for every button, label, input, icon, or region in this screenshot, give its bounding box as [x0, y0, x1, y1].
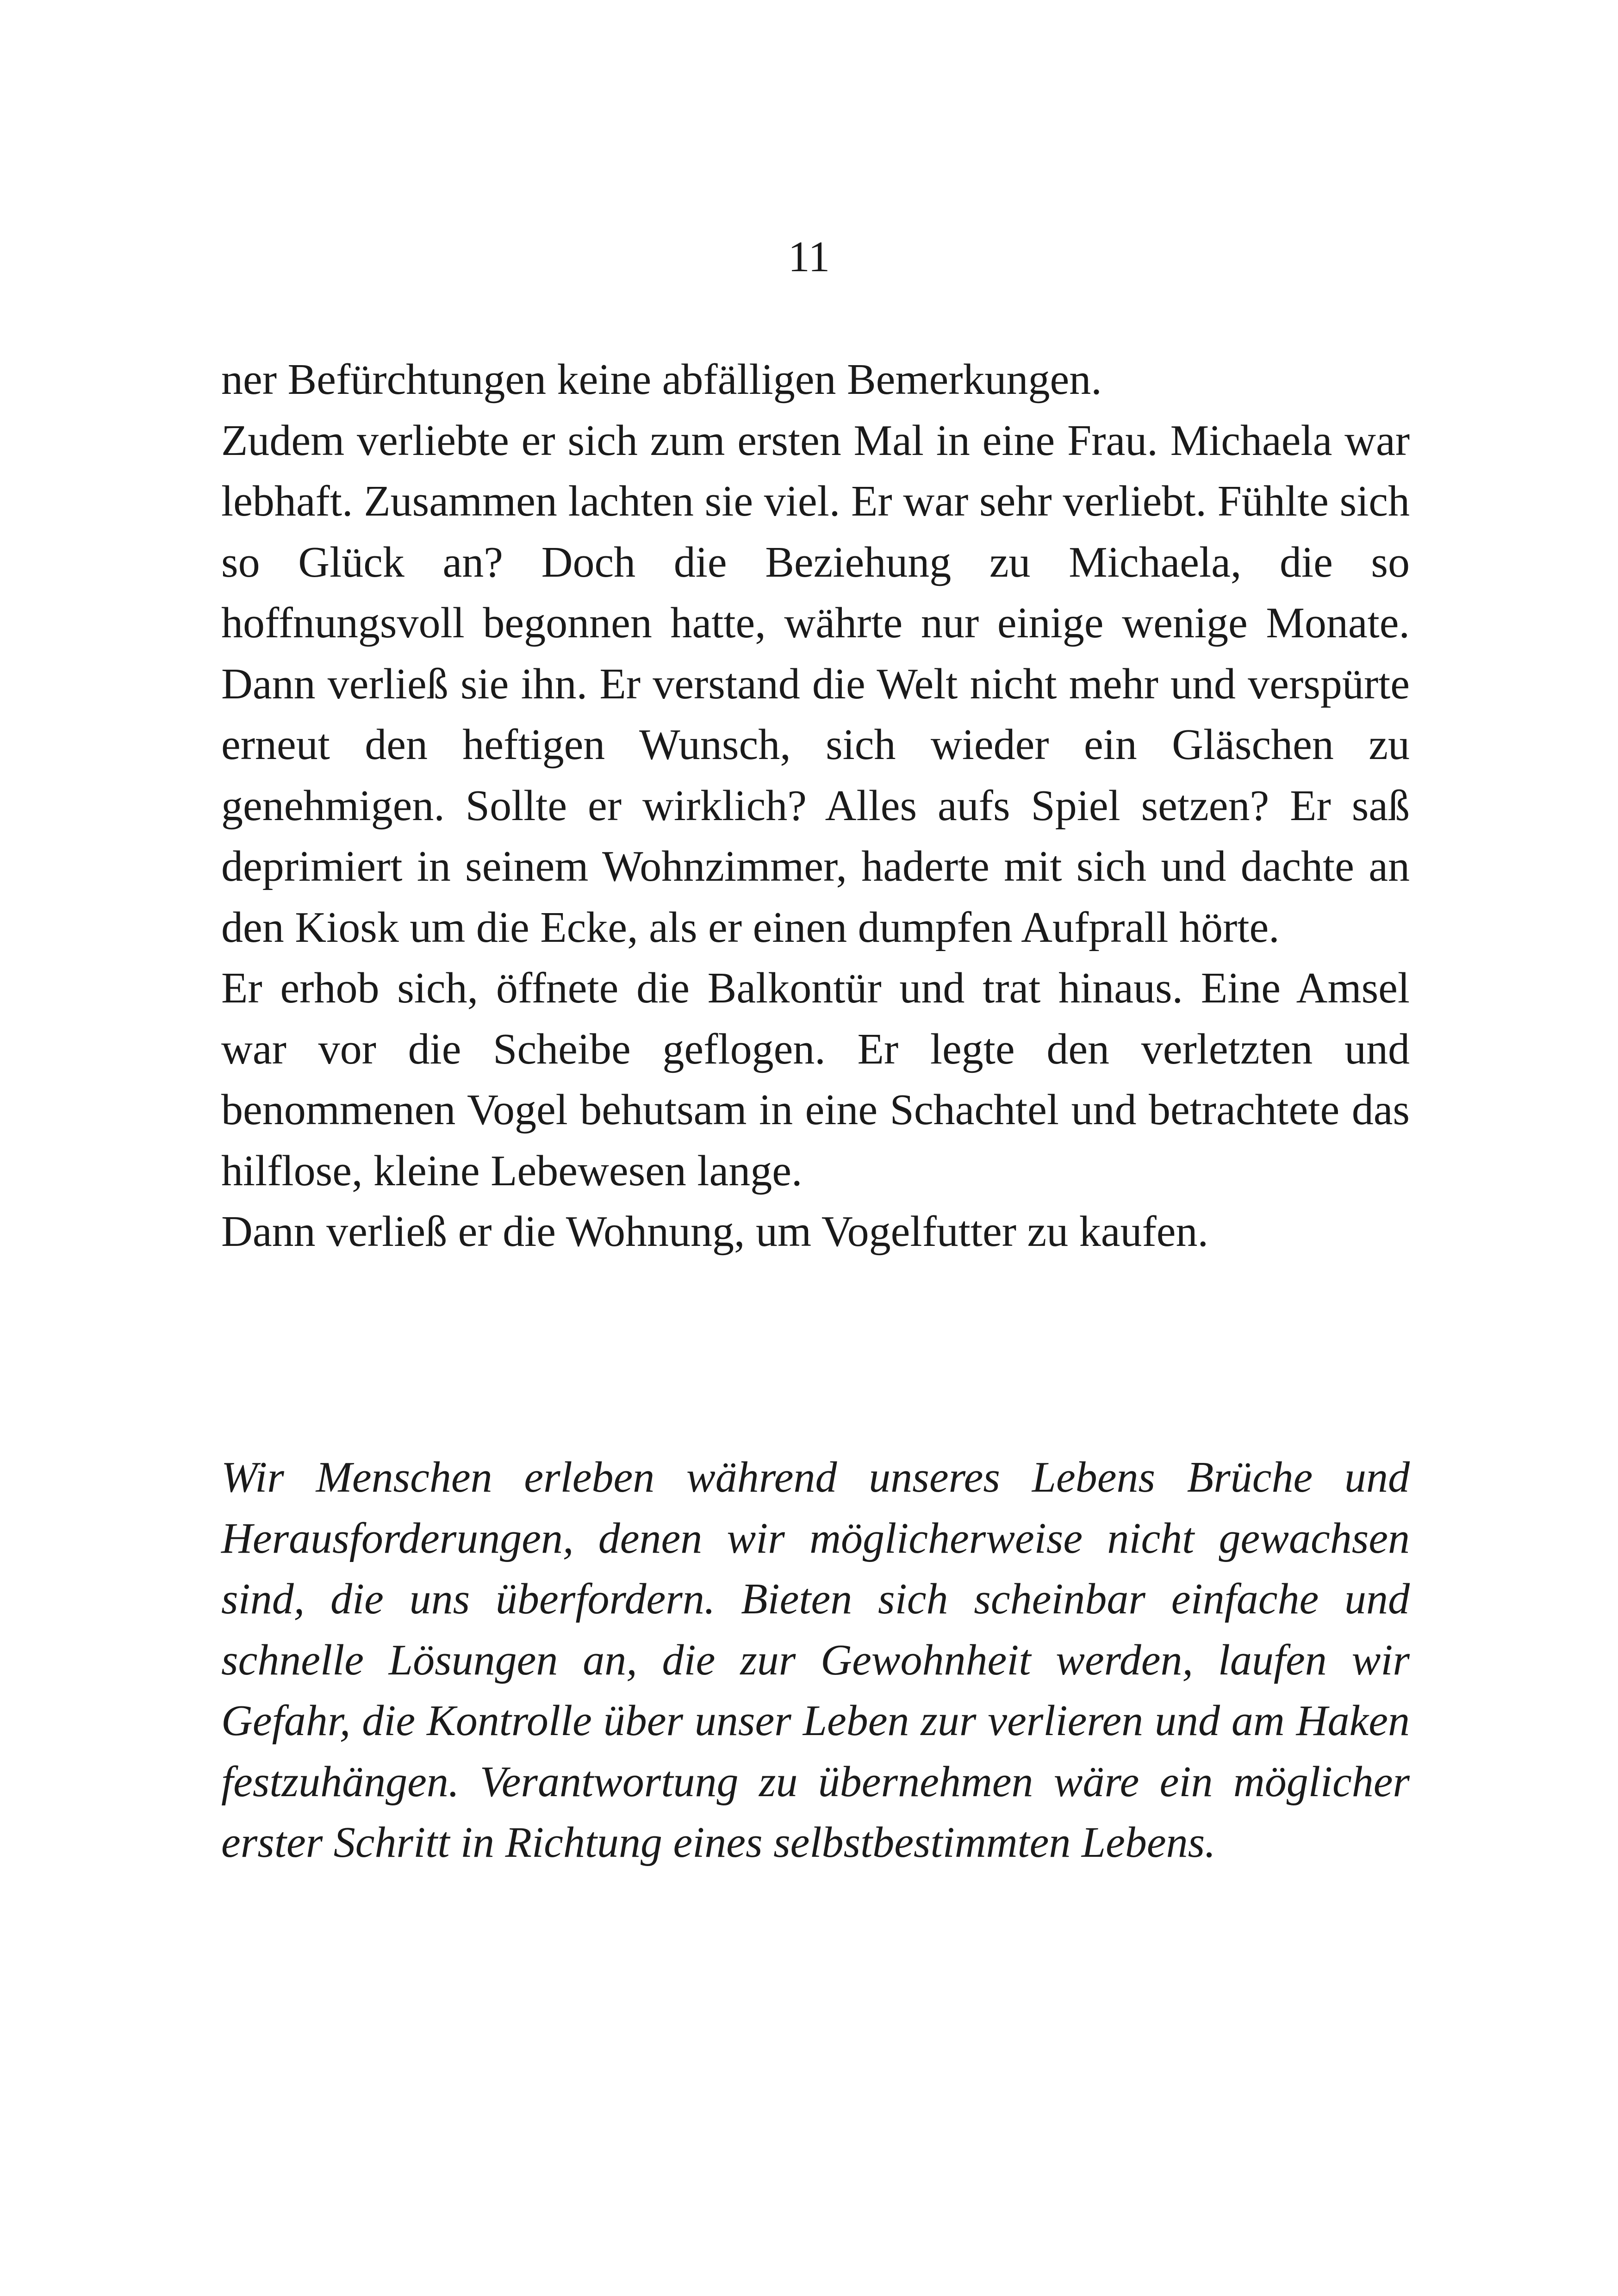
italic-reflection-paragraph: Wir Menschen erleben während unseres Lebens Brüche und Herausforderungen, denen wir möglicherweise nicht gewachsen sind, die uns überfordern. Bieten sich scheinbar einfache und schnelle Lösungen an, die zur Gewohnheit werden, laufen wir Gefahr, die Kontrolle über unser Leben zur verlieren und am Haken festzuhängen. Verantwortung zu übernehmen wäre ein möglicher erster Schritt in Richtung eines selbstbestimmten Lebens. [221, 1453, 1410, 1867]
body-text [221, 349, 1410, 1263]
paragraph-3: Er erhob sich, öffnete die Balkontür und trat hinaus. Eine Amsel war vor die Scheibe geflogen. Er legte den verletzten und benommenen Vogel behutsam in eine Schachtel und betrachtete das hilflose, kleine Lebewesen lange. [221, 964, 1410, 1195]
paragraph-2: Zudem verliebte er sich zum ersten Mal in eine Frau. Michaela war lebhaft. Zusammen lachten sie viel. Er war sehr verliebt. Fühlte sich so Glück an? Doch die Beziehung zu Michaela, die so hoffnungsvoll begonnen hatte, währte nur einige wenige Monate. Dann verließ sie ihn. Er verstand die Welt nicht mehr und verspürte erneut den heftigen Wunsch, sich wieder ein Gläschen zu genehmigen. Sollte er wirklich? Alles aufs Spiel setzen? Er saß deprimiert in seinem Wohnzimmer, haderte mit sich und dachte an den Kiosk um die Ecke, als er einen dumpfen Aufprall hörte. [221, 416, 1410, 952]
paragraph-1: ner Befürchtungen keine abfälligen Bemerkungen. [221, 355, 1102, 404]
page-number: 11 [788, 233, 830, 281]
paragraph-4: Dann verließ er die Wohnung, um Vogelfutter zu kaufen. [221, 1207, 1208, 1256]
